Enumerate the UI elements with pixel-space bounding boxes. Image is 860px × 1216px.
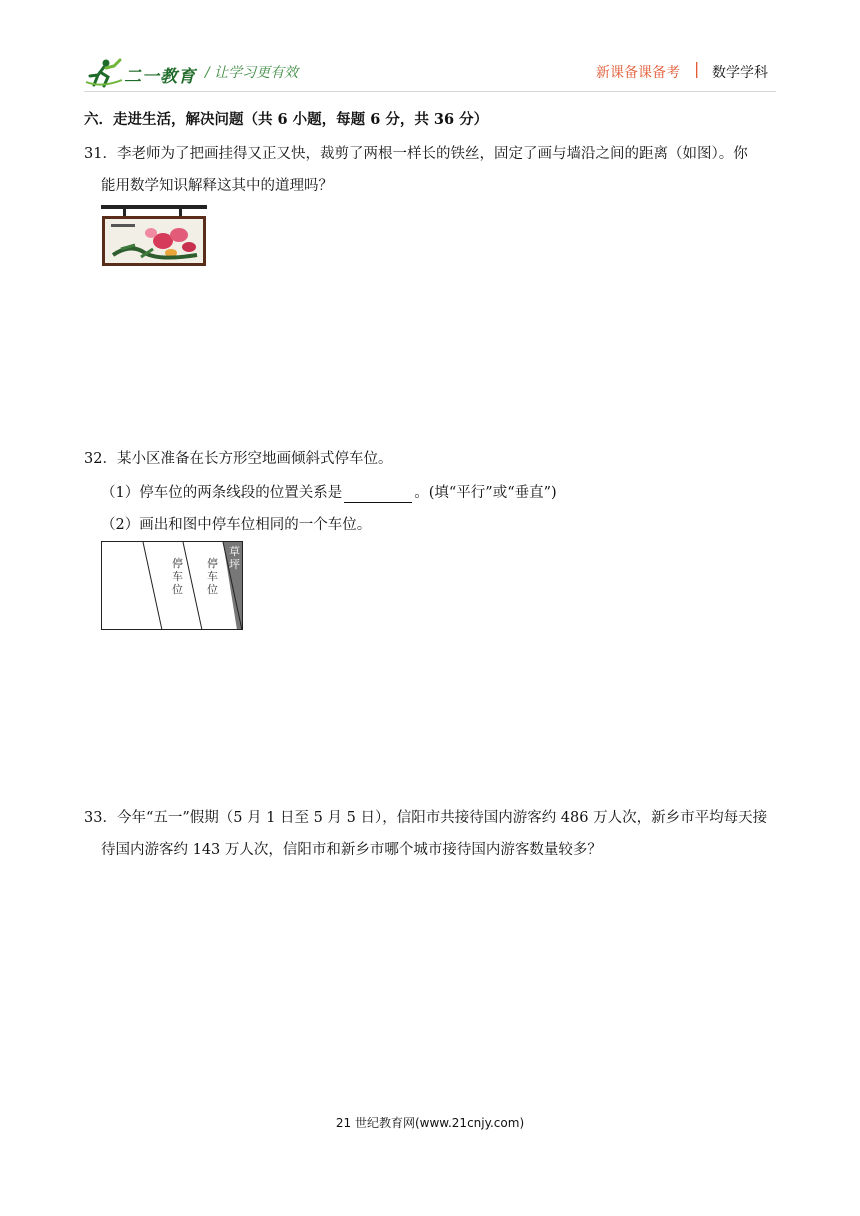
painting-figure xyxy=(101,205,207,267)
slot-char: 位 xyxy=(207,583,218,596)
parking-figure xyxy=(101,541,244,631)
slot-char: 停 xyxy=(207,557,218,570)
q32-part2: （2）画出和图中停车位相同的一个车位。 xyxy=(101,517,372,533)
q33-line1: 33．今年“五一”假期（5 月 1 日至 5 月 5 日），信阳市共接待国内游客约 486 万人次，新乡市平均每天接 xyxy=(84,810,768,826)
header-slogan: / 让学习更有效 xyxy=(205,65,299,81)
q32-part1-prefix: （1）停车位的两条线段的位置关系是 xyxy=(101,485,343,501)
parking-slot-2-label xyxy=(207,557,219,596)
q31-line1: 31．李老师为了把画挂得又正又快，裁剪了两根一样长的铁丝，固定了画与墙沿之间的距离（如图）。你 xyxy=(84,146,748,162)
q32-part1-suffix: 。(填“平行”或“垂直”) xyxy=(414,485,557,501)
header-subject: 数学学科 xyxy=(712,65,768,81)
q32-stem: 32．某小区准备在长方形空地画倾斜式停车位。 xyxy=(84,451,393,467)
q32-part1 xyxy=(101,483,557,503)
slot-char: 停 xyxy=(172,557,183,570)
lawn-label xyxy=(229,545,241,571)
lawn-char: 草 xyxy=(229,545,240,558)
logo-text: 二一教育 xyxy=(124,67,196,87)
slot-char: 车 xyxy=(172,570,183,583)
header-separator: | xyxy=(694,59,700,78)
footer-source: 21 世纪教育网(www.21cnjy.com) xyxy=(335,1116,525,1130)
q31-line2: 能用数学知识解释这其中的道理吗？ xyxy=(101,178,333,194)
q33-line2: 待国内游客约 143 万人次，信阳市和新乡市哪个城市接待国内游客数量较多？ xyxy=(101,842,602,858)
section-title: 六．走进生活，解决问题（共 6 小题，每题 6 分，共 36 分） xyxy=(84,111,489,128)
runner-logo-icon xyxy=(84,58,124,88)
slot-char: 位 xyxy=(172,583,183,596)
logo xyxy=(84,58,204,88)
answer-blank[interactable] xyxy=(344,488,412,503)
parking-slot-1-label xyxy=(172,557,184,596)
header-divider xyxy=(84,91,776,92)
header-category: 新课备课备考 xyxy=(596,65,680,81)
slot-char: 车 xyxy=(207,570,218,583)
lawn-char: 坪 xyxy=(229,558,240,571)
